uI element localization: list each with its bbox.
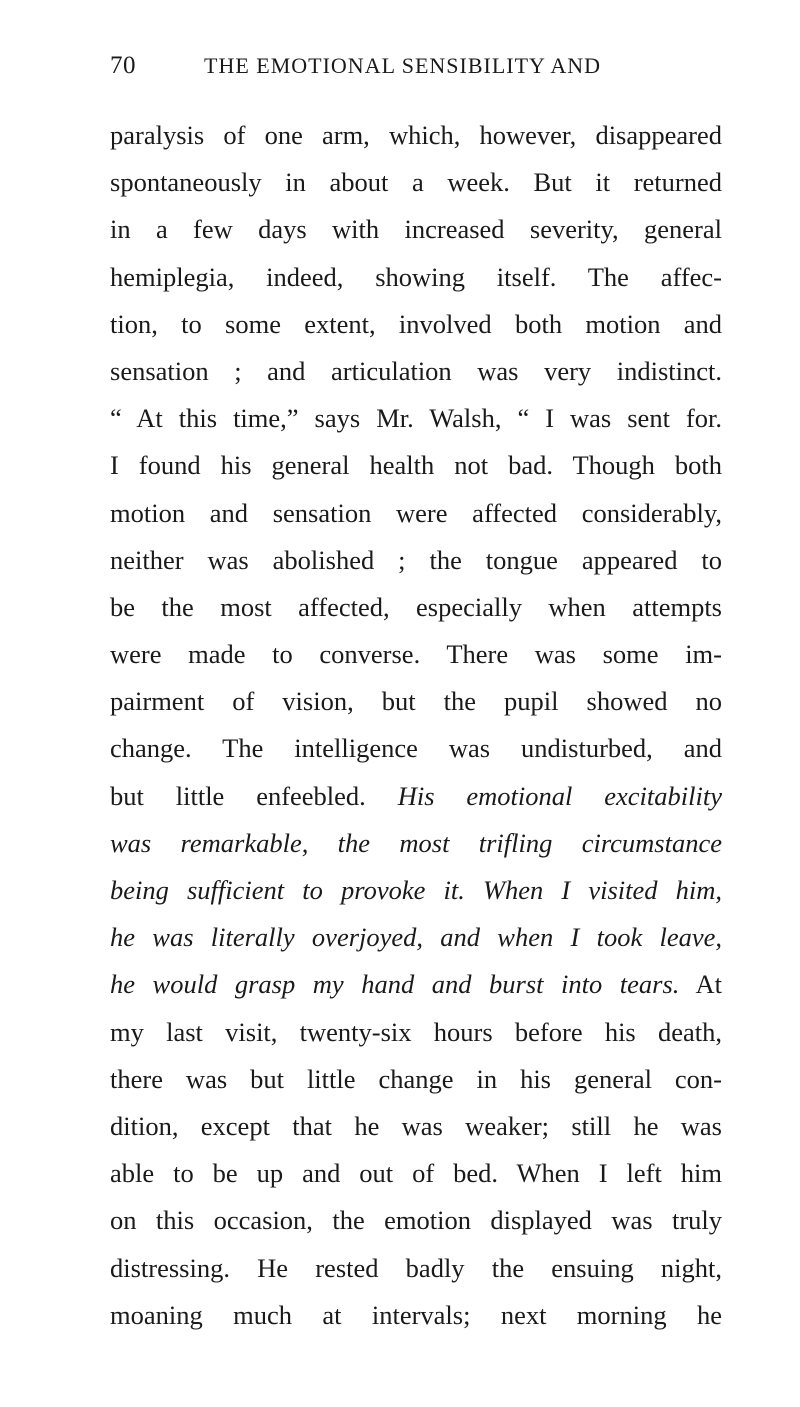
text-segment: I found his general health not bad. Though both — [110, 450, 722, 481]
body-text — [110, 112, 722, 1339]
running-head — [110, 52, 720, 92]
text-segment: but little enfeebled. — [110, 780, 398, 811]
text-segment: be the most affected, especially when attempts — [110, 591, 722, 622]
text-line — [110, 631, 722, 678]
text-segment: distressing. He rested badly the ensuing night, — [110, 1252, 722, 1283]
text-line — [110, 867, 722, 914]
text-segment: “ At this time,” says Mr. Walsh, “ I was sent for. — [110, 403, 722, 434]
text-segment: there was but little change in his general con- — [110, 1063, 722, 1094]
text-segment: pairment of vision, but the pupil showed no — [110, 686, 722, 717]
text-segment: motion and sensation were affected considerably, — [110, 497, 722, 528]
page-number: 70 — [110, 52, 136, 79]
text-line — [110, 1009, 722, 1056]
text-line — [110, 112, 722, 159]
text-line — [110, 254, 722, 301]
text-line — [110, 1292, 722, 1339]
text-segment: were made to converse. There was some im- — [110, 639, 722, 670]
text-line — [110, 914, 722, 961]
italic-text-segment: he was literally overjoyed, and when I took leave, — [110, 922, 722, 953]
text-segment: sensation ; and articulation was very indistinct. — [110, 355, 722, 386]
italic-text-segment: being sufficient to provoke it. When I visited him, — [110, 875, 722, 905]
text-line — [110, 725, 722, 772]
italic-text-segment: His emotional excitability — [397, 780, 722, 811]
text-line — [110, 678, 722, 725]
text-line — [110, 395, 722, 442]
text-line — [110, 1245, 722, 1292]
text-segment: change. The intelligence was undisturbed, and — [110, 733, 722, 764]
text-line — [110, 1197, 722, 1244]
text-segment: paralysis of one arm, which, however, disappeared — [110, 120, 722, 150]
text-segment: able to be up and out of bed. When I left him — [110, 1158, 722, 1189]
text-line — [110, 442, 722, 489]
text-segment: my last visit, twenty-six hours before his death, — [110, 1016, 722, 1047]
text-line — [110, 159, 722, 206]
text-segment: moaning much at intervals; next morning he — [110, 1299, 722, 1330]
text-segment: At — [679, 969, 722, 1000]
text-segment: on this occasion, the emotion displayed was truly — [110, 1205, 722, 1236]
text-segment: spontaneously in about a week. But it returned — [110, 167, 722, 198]
text-line — [110, 961, 722, 1008]
text-line — [110, 537, 722, 584]
text-line — [110, 490, 722, 537]
text-line — [110, 301, 722, 348]
text-line — [110, 820, 722, 867]
text-line — [110, 773, 722, 820]
text-line — [110, 1103, 722, 1150]
text-segment: dition, except that he was weaker; still he was — [110, 1110, 722, 1141]
text-line — [110, 584, 722, 631]
text-line — [110, 348, 722, 395]
text-line — [110, 1150, 722, 1197]
italic-text-segment: he would grasp my hand and burst into tears. — [110, 969, 680, 1000]
italic-text-segment: was remarkable, the most trifling circumstance — [110, 827, 722, 858]
text-segment: hemiplegia, indeed, showing itself. The affec- — [110, 261, 722, 292]
text-segment: neither was abolished ; the tongue appeared to — [110, 544, 722, 575]
text-segment: in a few days with increased severity, general — [110, 214, 722, 245]
running-title: THE EMOTIONAL SENSIBILITY AND — [204, 53, 602, 78]
text-line — [110, 1056, 722, 1103]
text-segment: tion, to some extent, involved both motion and — [110, 308, 722, 339]
text-line — [110, 206, 722, 253]
